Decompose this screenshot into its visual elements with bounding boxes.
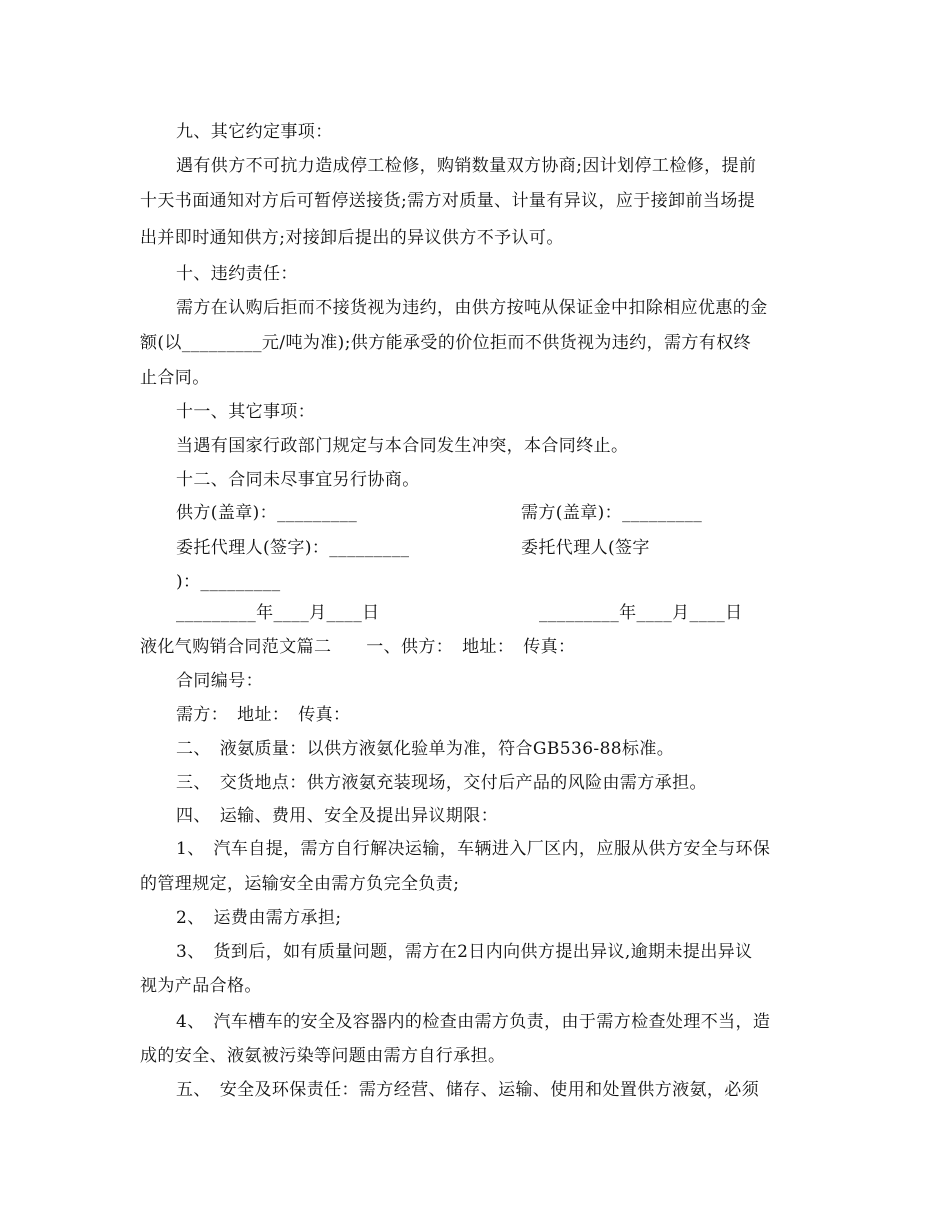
paragraph-line: 合同编号： <box>176 671 263 691</box>
clause-5: 五、 安全及环保责任：需方经营、储存、运输、使用和处置供方液氨，必须 <box>176 1080 760 1100</box>
paragraph-line: 额(以_________元/吨为准);供方能承受的价位拒而不供货视为违约，需方有权终 <box>140 333 752 353</box>
section-12-heading: 十二、合同未尽事宜另行协商。 <box>176 470 420 490</box>
part-two-title: 液化气购销合同范文篇二 一、供方： 地址： 传真： <box>140 637 576 657</box>
paragraph-line: 出并即时通知供方;对接卸后提出的异议供方不予认可。 <box>140 228 564 248</box>
paragraph-line: 3、 货到后，如有质量问题，需方在2日内向供方提出异议,逾期未提出异议 <box>176 942 753 962</box>
paragraph-line: 2、 运费由需方承担; <box>176 908 342 928</box>
paragraph-line: 4、 汽车槽车的安全及容器内的检查由需方负责，由于需方检查处理不当，造 <box>176 1012 771 1032</box>
paragraph-line: 1、 汽车自提，需方自行解决运输，车辆进入厂区内，应服从供方安全与环保 <box>176 839 771 859</box>
section-11-heading: 十一、其它事项： <box>176 402 316 422</box>
paragraph-line: 十天书面通知对方后可暂停送接货;需方对质量、计量有异议，应于接卸前当场提 <box>140 191 756 211</box>
paragraph-line: 的管理规定，运输安全由需方负完全负责; <box>140 874 460 894</box>
paragraph-line: 需方在认购后拒而不接货视为违约，由供方按吨从保证金中扣除相应优惠的金 <box>176 298 768 318</box>
buyer-seal-field: 需方(盖章)：_________ <box>521 503 703 523</box>
buyer-agent-field-continued: )：_________ <box>176 572 281 592</box>
section-9-heading: 九、其它约定事项： <box>176 122 333 142</box>
supplier-agent-field: 委托代理人(签字)：_________ <box>176 538 410 558</box>
paragraph-line: 止合同。 <box>140 368 210 388</box>
clause-3: 三、 交货地点：供方液氨充装现场，交付后产品的风险由需方承担。 <box>176 773 707 793</box>
paragraph-line: 视为产品合格。 <box>140 976 262 996</box>
paragraph-line: 需方： 地址： 传真： <box>176 705 351 725</box>
paragraph-line: 遇有供方不可抗力造成停工检修，购销数量双方协商;因计划停工检修，提前 <box>176 156 757 176</box>
paragraph-line: 当遇有国家行政部门规定与本合同发生冲突，本合同终止。 <box>176 436 629 456</box>
clause-4: 四、 运输、费用、安全及提出异议期限： <box>176 806 499 826</box>
clause-2: 二、 液氨质量：以供方液氨化验单为准，符合GB536-88标准。 <box>176 739 675 759</box>
paragraph-line: 成的安全、液氨被污染等问题由需方自行承担。 <box>140 1046 506 1066</box>
supplier-seal-field: 供方(盖章)：_________ <box>176 503 358 523</box>
buyer-date-field: _________年____月____日 <box>539 603 743 623</box>
buyer-agent-field: 委托代理人(签字 <box>521 538 650 558</box>
section-10-heading: 十、违约责任： <box>176 264 298 284</box>
supplier-date-field: _________年____月____日 <box>176 603 380 623</box>
